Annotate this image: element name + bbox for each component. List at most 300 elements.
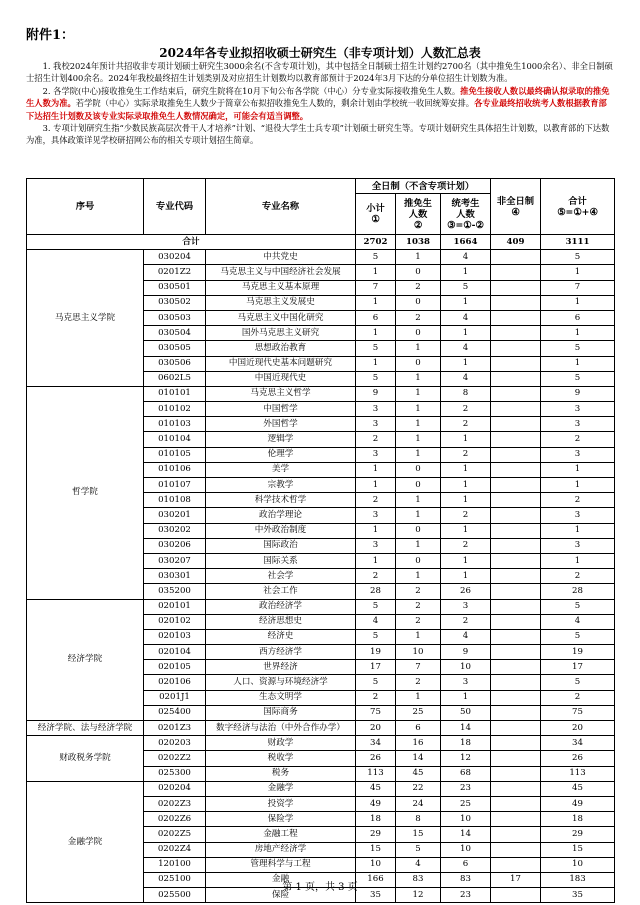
cell-parttime — [491, 523, 541, 538]
cell-code: 010105 — [144, 447, 206, 462]
cell-subtotal: 1 — [356, 265, 396, 280]
cell-code: 020203 — [144, 736, 206, 751]
cell-subtotal: 2 — [356, 690, 396, 705]
cell-total: 1 — [541, 553, 615, 568]
table-row — [27, 781, 615, 796]
total-exam: 1664 — [441, 235, 491, 250]
cell-parttime — [491, 599, 541, 614]
cell-name: 中国近现代史 — [206, 371, 356, 386]
cell-parttime — [491, 326, 541, 341]
cell-code: 030505 — [144, 341, 206, 356]
cell-name: 经济史 — [206, 629, 356, 644]
table-row — [27, 736, 615, 751]
cell-parttime — [491, 705, 541, 720]
cell-exempt: 2 — [396, 584, 441, 599]
cell-name: 金融 — [206, 872, 356, 887]
cell-exempt: 25 — [396, 705, 441, 720]
cell-exam: 1 — [441, 295, 491, 310]
cell-name: 国际政治 — [206, 538, 356, 553]
cell-exempt: 1 — [396, 493, 441, 508]
cell-parttime — [491, 721, 541, 736]
cell-code: 0202Z3 — [144, 796, 206, 811]
cell-parttime — [491, 447, 541, 462]
cell-subtotal: 17 — [356, 660, 396, 675]
cell-code: 020101 — [144, 599, 206, 614]
cell-exempt: 1 — [396, 341, 441, 356]
cell-exempt: 83 — [396, 872, 441, 887]
cell-code: 030201 — [144, 508, 206, 523]
cell-exam: 1 — [441, 432, 491, 447]
cell-exam: 12 — [441, 751, 491, 766]
cell-total: 17 — [541, 660, 615, 675]
cell-total: 5 — [541, 599, 615, 614]
cell-name: 伦理学 — [206, 447, 356, 462]
cell-code: 030202 — [144, 523, 206, 538]
cell-subtotal: 5 — [356, 599, 396, 614]
cell-code: 020105 — [144, 660, 206, 675]
cell-code: 030506 — [144, 356, 206, 371]
cell-subtotal: 3 — [356, 417, 396, 432]
cell-exam: 2 — [441, 538, 491, 553]
cell-total: 183 — [541, 872, 615, 887]
total-parttime: 409 — [491, 235, 541, 250]
cell-total: 10 — [541, 857, 615, 872]
header-fulltime-group: 全日制（不含专项计划） — [356, 179, 491, 194]
table-body — [27, 235, 615, 903]
cell-name: 税务 — [206, 766, 356, 781]
cell-exempt: 1 — [396, 690, 441, 705]
cell-subtotal: 5 — [356, 675, 396, 690]
cell-exempt: 1 — [396, 250, 441, 265]
cell-name: 政治学理论 — [206, 508, 356, 523]
cell-name: 宗教学 — [206, 478, 356, 493]
table-row — [27, 721, 615, 736]
cell-name: 社会工作 — [206, 584, 356, 599]
cell-code: 010101 — [144, 386, 206, 401]
cell-name: 保险 — [206, 888, 356, 903]
cell-code: 030206 — [144, 538, 206, 553]
cell-exempt: 0 — [396, 326, 441, 341]
cell-exam: 14 — [441, 721, 491, 736]
cell-exam: 4 — [441, 629, 491, 644]
cell-code: 025500 — [144, 888, 206, 903]
cell-exempt: 4 — [396, 857, 441, 872]
cell-exempt: 5 — [396, 842, 441, 857]
cell-total: 2 — [541, 432, 615, 447]
cell-exam: 2 — [441, 614, 491, 629]
cell-parttime — [491, 660, 541, 675]
cell-subtotal: 3 — [356, 402, 396, 417]
cell-parttime — [491, 538, 541, 553]
cell-code: 020104 — [144, 645, 206, 660]
cell-exempt: 2 — [396, 280, 441, 295]
cell-total: 1 — [541, 295, 615, 310]
cell-total: 5 — [541, 629, 615, 644]
cell-name: 社会学 — [206, 569, 356, 584]
note-3: 3. 专项计划研究生指“少数民族高层次骨干人才培养”计划、“退役大学生士兵专项”计划硕士研究生等。专项计划研究生具体招生计划数，以教育部的下达数为准，具体政策详见学校研招网公布的相关专项计划招生简章。 — [26, 123, 610, 146]
header-subtotal: 小计 ① — [356, 194, 396, 235]
cell-total: 3 — [541, 402, 615, 417]
cell-total: 45 — [541, 781, 615, 796]
cell-name: 投资学 — [206, 796, 356, 811]
cell-subtotal: 1 — [356, 295, 396, 310]
cell-total: 49 — [541, 796, 615, 811]
cell-exam: 83 — [441, 872, 491, 887]
cell-parttime — [491, 827, 541, 842]
cell-code: 0202Z5 — [144, 827, 206, 842]
cell-parttime — [491, 690, 541, 705]
cell-parttime — [491, 857, 541, 872]
cell-parttime — [491, 402, 541, 417]
cell-exempt: 7 — [396, 660, 441, 675]
header-code: 专业代码 — [144, 179, 206, 235]
cell-name: 中外政治制度 — [206, 523, 356, 538]
cell-parttime — [491, 781, 541, 796]
note-2-part-b: 若学院（中心）实际录取推免生人数少于简章公布拟招收推免生人数的，剩余计划由学校统一收回统筹安排。 — [75, 98, 475, 109]
cell-name: 经济思想史 — [206, 614, 356, 629]
cell-exam: 5 — [441, 280, 491, 295]
cell-name: 思想政治教育 — [206, 341, 356, 356]
cell-exam: 50 — [441, 705, 491, 720]
cell-exempt: 2 — [396, 599, 441, 614]
cell-exempt: 2 — [396, 310, 441, 325]
cell-exempt: 45 — [396, 766, 441, 781]
cell-subtotal: 4 — [356, 614, 396, 629]
cell-exam: 2 — [441, 447, 491, 462]
cell-subtotal: 45 — [356, 781, 396, 796]
cell-name: 税收学 — [206, 751, 356, 766]
cell-exam: 10 — [441, 842, 491, 857]
cell-subtotal: 3 — [356, 538, 396, 553]
cell-parttime — [491, 265, 541, 280]
cell-name: 马克思主义发展史 — [206, 295, 356, 310]
cell-name: 保险学 — [206, 812, 356, 827]
cell-total: 20 — [541, 721, 615, 736]
cell-name: 房地产经济学 — [206, 842, 356, 857]
cell-exam: 10 — [441, 812, 491, 827]
cell-subtotal: 5 — [356, 629, 396, 644]
cell-total: 1 — [541, 265, 615, 280]
cell-exam: 8 — [441, 386, 491, 401]
cell-name: 世界经济 — [206, 660, 356, 675]
cell-exempt: 1 — [396, 386, 441, 401]
cell-code: 020102 — [144, 614, 206, 629]
cell-exempt: 24 — [396, 796, 441, 811]
cell-exempt: 16 — [396, 736, 441, 751]
cell-total: 5 — [541, 371, 615, 386]
total-subtotal: 2702 — [356, 235, 396, 250]
cell-parttime — [491, 250, 541, 265]
cell-total: 5 — [541, 250, 615, 265]
cell-exempt: 0 — [396, 553, 441, 568]
cell-subtotal: 5 — [356, 371, 396, 386]
cell-subtotal: 75 — [356, 705, 396, 720]
cell-exempt: 0 — [396, 462, 441, 477]
cell-subtotal: 3 — [356, 508, 396, 523]
cell-exam: 3 — [441, 599, 491, 614]
cell-name: 中国近现代史基本问题研究 — [206, 356, 356, 371]
cell-subtotal: 2 — [356, 493, 396, 508]
cell-code: 010104 — [144, 432, 206, 447]
cell-exempt: 1 — [396, 417, 441, 432]
cell-parttime — [491, 584, 541, 599]
cell-code: 030501 — [144, 280, 206, 295]
cell-parttime — [491, 371, 541, 386]
cell-exempt: 1 — [396, 432, 441, 447]
cell-name: 国际商务 — [206, 705, 356, 720]
cell-subtotal: 113 — [356, 766, 396, 781]
cell-subtotal: 15 — [356, 842, 396, 857]
cell-total: 1 — [541, 356, 615, 371]
cell-subtotal: 34 — [356, 736, 396, 751]
cell-subtotal: 1 — [356, 462, 396, 477]
cell-subtotal: 166 — [356, 872, 396, 887]
cell-name: 数字经济与法治（中外合作办学） — [206, 721, 356, 736]
cell-total: 19 — [541, 645, 615, 660]
cell-parttime — [491, 569, 541, 584]
cell-subtotal: 49 — [356, 796, 396, 811]
document-title: 2024年各专业拟招收硕士研究生（非专项计划）人数汇总表 — [159, 46, 481, 60]
cell-exam: 4 — [441, 250, 491, 265]
cell-name: 管理科学与工程 — [206, 857, 356, 872]
cell-code: 0202Z2 — [144, 751, 206, 766]
cell-code: 030204 — [144, 250, 206, 265]
cell-total: 1 — [541, 478, 615, 493]
cell-code: 010108 — [144, 493, 206, 508]
header-total: 合计 ⑤=①+④ — [541, 179, 615, 235]
header-exam: 统考生 人数 ③=①-② — [441, 194, 491, 235]
cell-subtotal: 9 — [356, 386, 396, 401]
cell-total: 6 — [541, 310, 615, 325]
cell-total: 34 — [541, 736, 615, 751]
cell-exam: 18 — [441, 736, 491, 751]
college-cell: 财政税务学院 — [27, 736, 144, 782]
cell-parttime — [491, 310, 541, 325]
cell-subtotal: 35 — [356, 888, 396, 903]
note-2-emphasis-2: 各专业最终招收统考人数根据教育部下达招生计划数及该专业实际录取推免生人数情况确定，可能会有适当调整。 — [26, 98, 607, 121]
cell-name: 科学技术哲学 — [206, 493, 356, 508]
cell-parttime — [491, 508, 541, 523]
cell-name: 中国哲学 — [206, 402, 356, 417]
cell-exam: 2 — [441, 508, 491, 523]
cell-subtotal: 20 — [356, 721, 396, 736]
cell-code: 030301 — [144, 569, 206, 584]
cell-exempt: 1 — [396, 538, 441, 553]
cell-name: 马克思主义基本原理 — [206, 280, 356, 295]
cell-exam: 68 — [441, 766, 491, 781]
cell-parttime — [491, 432, 541, 447]
cell-name: 人口、资源与环境经济学 — [206, 675, 356, 690]
cell-parttime — [491, 553, 541, 568]
cell-code: 0201Z2 — [144, 265, 206, 280]
cell-code: 010102 — [144, 402, 206, 417]
attachment-label: 附件1： — [26, 28, 75, 43]
note-2-part-a: 2. 各学院(中心)接收推免生工作结束后，研究生院将在10月下旬公布各学院（中心）分专业实际接收推免生人数。 — [42, 85, 461, 96]
cell-exempt: 1 — [396, 508, 441, 523]
cell-subtotal: 1 — [356, 326, 396, 341]
cell-exam: 3 — [441, 675, 491, 690]
cell-total: 7 — [541, 280, 615, 295]
cell-name: 金融学 — [206, 781, 356, 796]
college-cell: 马克思主义学院 — [27, 250, 144, 387]
cell-parttime — [491, 645, 541, 660]
cell-total: 1 — [541, 462, 615, 477]
cell-total: 1 — [541, 326, 615, 341]
cell-total: 3 — [541, 508, 615, 523]
cell-exam: 23 — [441, 888, 491, 903]
cell-parttime — [491, 478, 541, 493]
cell-exam: 14 — [441, 827, 491, 842]
cell-parttime — [491, 356, 541, 371]
cell-total: 2 — [541, 569, 615, 584]
cell-exempt: 1 — [396, 569, 441, 584]
cell-exam: 1 — [441, 569, 491, 584]
header-no: 序号 — [27, 179, 144, 235]
cell-subtotal: 1 — [356, 553, 396, 568]
cell-exempt: 8 — [396, 812, 441, 827]
cell-exam: 4 — [441, 310, 491, 325]
cell-total: 3 — [541, 417, 615, 432]
cell-subtotal: 26 — [356, 751, 396, 766]
cell-code: 020106 — [144, 675, 206, 690]
cell-name: 西方经济学 — [206, 645, 356, 660]
cell-exam: 9 — [441, 645, 491, 660]
cell-exam: 1 — [441, 265, 491, 280]
cell-code: 0201Z3 — [144, 721, 206, 736]
cell-parttime — [491, 386, 541, 401]
cell-exempt: 12 — [396, 888, 441, 903]
cell-exam: 1 — [441, 493, 491, 508]
cell-exempt: 0 — [396, 356, 441, 371]
cell-subtotal: 5 — [356, 250, 396, 265]
total-sum: 3111 — [541, 235, 615, 250]
cell-total: 3 — [541, 538, 615, 553]
cell-code: 030207 — [144, 553, 206, 568]
cell-exam: 1 — [441, 326, 491, 341]
cell-code: 120100 — [144, 857, 206, 872]
cell-parttime — [491, 812, 541, 827]
cell-subtotal: 18 — [356, 812, 396, 827]
cell-total: 28 — [541, 584, 615, 599]
cell-subtotal: 6 — [356, 310, 396, 325]
total-row — [27, 235, 615, 250]
cell-total: 29 — [541, 827, 615, 842]
cell-exam: 25 — [441, 796, 491, 811]
cell-name: 财政学 — [206, 736, 356, 751]
table-row — [27, 599, 615, 614]
cell-parttime — [491, 417, 541, 432]
cell-exam: 2 — [441, 402, 491, 417]
cell-subtotal: 7 — [356, 280, 396, 295]
cell-subtotal: 2 — [356, 432, 396, 447]
cell-parttime — [491, 280, 541, 295]
cell-parttime: 17 — [491, 872, 541, 887]
cell-exempt: 22 — [396, 781, 441, 796]
cell-name: 马克思主义哲学 — [206, 386, 356, 401]
cell-total: 3 — [541, 447, 615, 462]
cell-code: 030504 — [144, 326, 206, 341]
cell-exempt: 1 — [396, 402, 441, 417]
cell-exam: 1 — [441, 478, 491, 493]
cell-total: 2 — [541, 493, 615, 508]
cell-exempt: 14 — [396, 751, 441, 766]
cell-name: 美学 — [206, 462, 356, 477]
cell-total: 75 — [541, 705, 615, 720]
cell-code: 035200 — [144, 584, 206, 599]
cell-exempt: 1 — [396, 447, 441, 462]
cell-subtotal: 1 — [356, 478, 396, 493]
cell-exempt: 2 — [396, 675, 441, 690]
cell-exempt: 0 — [396, 478, 441, 493]
cell-total: 15 — [541, 842, 615, 857]
cell-code: 020103 — [144, 629, 206, 644]
cell-exam: 6 — [441, 857, 491, 872]
cell-exam: 23 — [441, 781, 491, 796]
cell-name: 生态文明学 — [206, 690, 356, 705]
cell-code: 030503 — [144, 310, 206, 325]
cell-parttime — [491, 295, 541, 310]
cell-subtotal: 10 — [356, 857, 396, 872]
cell-parttime — [491, 341, 541, 356]
cell-code: 025400 — [144, 705, 206, 720]
college-cell: 经济学院、法与经济学院 — [27, 721, 144, 736]
cell-parttime — [491, 493, 541, 508]
header-name: 专业名称 — [206, 179, 356, 235]
college-cell: 哲学院 — [27, 386, 144, 599]
note-2 — [26, 85, 614, 122]
cell-total: 5 — [541, 675, 615, 690]
cell-name: 国际关系 — [206, 553, 356, 568]
cell-exam: 1 — [441, 462, 491, 477]
college-cell: 经济学院 — [27, 599, 144, 721]
cell-total: 1 — [541, 523, 615, 538]
cell-code: 010106 — [144, 462, 206, 477]
college-cell: 金融学院 — [27, 781, 144, 903]
cell-name: 中共党史 — [206, 250, 356, 265]
cell-exempt: 1 — [396, 371, 441, 386]
cell-exam: 4 — [441, 341, 491, 356]
cell-exempt: 15 — [396, 827, 441, 842]
cell-name: 政治经济学 — [206, 599, 356, 614]
cell-parttime — [491, 614, 541, 629]
cell-exempt: 0 — [396, 295, 441, 310]
cell-exam: 2 — [441, 417, 491, 432]
cell-code: 025100 — [144, 872, 206, 887]
cell-name: 马克思主义中国化研究 — [206, 310, 356, 325]
cell-parttime — [491, 462, 541, 477]
cell-name: 外国哲学 — [206, 417, 356, 432]
cell-name: 马克思主义与中国经济社会发展 — [206, 265, 356, 280]
cell-total: 26 — [541, 751, 615, 766]
cell-exam: 1 — [441, 690, 491, 705]
cell-total: 4 — [541, 614, 615, 629]
header-parttime: 非全日制 ④ — [491, 179, 541, 235]
cell-total: 18 — [541, 812, 615, 827]
cell-code: 0602L5 — [144, 371, 206, 386]
cell-total: 9 — [541, 386, 615, 401]
cell-code: 0201J1 — [144, 690, 206, 705]
table-row — [27, 250, 615, 265]
cell-code: 0202Z4 — [144, 842, 206, 857]
cell-total: 35 — [541, 888, 615, 903]
cell-subtotal: 2 — [356, 569, 396, 584]
total-exempt: 1038 — [396, 235, 441, 250]
cell-exempt: 6 — [396, 721, 441, 736]
cell-parttime — [491, 796, 541, 811]
cell-exam: 1 — [441, 356, 491, 371]
cell-parttime — [491, 736, 541, 751]
cell-exempt: 0 — [396, 265, 441, 280]
